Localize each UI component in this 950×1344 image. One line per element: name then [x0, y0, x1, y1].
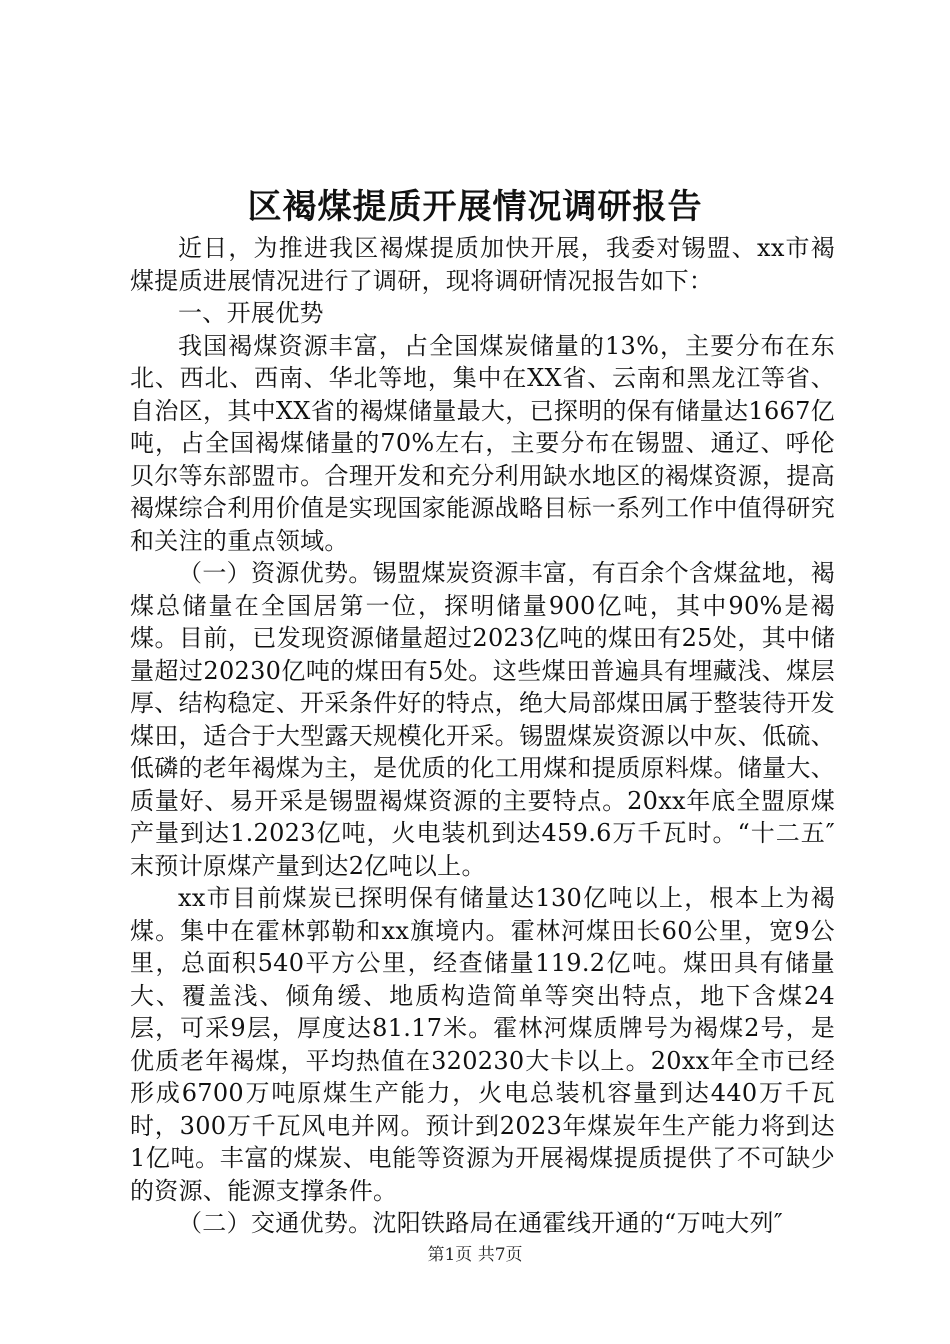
overview-paragraph: 我国褐煤资源丰富，占全国煤炭储量的13%，主要分布在东北、西北、西南、华北等地，集中在XX省、云南和黑龙江等省、自治区，其中XX省的褐煤储量最大，已探明的保有储量达1667亿吨，占全国褐煤储量的70%左右，主要分布在锡盟、通辽、呼伦贝尔等东部盟市。合理开发和充分利用缺水地区的褐煤资源，提高褐煤综合利用价值是实现国家能源战略目标一系列工作中值得研究和关注的重点领域。 [130, 331, 835, 555]
resource-advantage-paragraph: （一）资源优势。锡盟煤炭资源丰富，有百余个含煤盆地，褐煤总储量在全国居第一位，探明储量900亿吨，其中90%是褐煤。目前，已发现资源储量超过2023亿吨的煤田有25处，其中储量超过20230亿吨的煤田有5处。这些煤田普遍具有埋藏浅、煤层厚、结构稳定、开采条件好的特点，绝大局部煤田属于整装待开发煤田，适合于大型露天规模化开采。锡盟煤炭资源以中灰、低硫、低磷的老年褐煤为主，是优质的化工用煤和提质原料煤。储量大、质量好、易开采是锡盟褐煤资源的主要特点。20xx年底全盟原煤产量到达1.2023亿吨，火电装机到达459.6万千瓦时。“十二五″末预计原煤产量到达2亿吨以上。 [130, 559, 835, 880]
document-body [130, 232, 835, 1240]
page-number-footer: 第1页 共7页 [427, 1245, 523, 1265]
section-heading: 一、开展优势 [178, 299, 324, 327]
transport-advantage-paragraph: （二）交通优势。沈阳铁路局在通霍线开通的“万吨大列″ [178, 1209, 784, 1237]
intro-paragraph: 近日，为推进我区褐煤提质加快开展，我委对锡盟、xx市褐煤提质进展情况进行了调研，现将调研情况报告如下： [130, 234, 835, 295]
city-resource-paragraph: xx市目前煤炭已探明保有储量达130亿吨以上，根本上为褐煤。集中在霍林郭勒和xx旗境内。霍林河煤田长60公里，宽9公里，总面积540平方公里，经查储量119.2亿吨。煤田具有储量大、覆盖浅、倾角缓、地质构造简单等突出特点，地下含煤24层，可采9层，厚度达81.17米。霍林河煤质牌号为褐煤2号，是优质老年褐煤，平均热值在320230大卡以上。20xx年全市已经形成6700万吨原煤生产能力，火电总装机容量到达440万千瓦时，300万千瓦风电并网。预计到2023年煤炭年生产能力将到达1亿吨。丰富的煤炭、电能等资源为开展褐煤提质提供了不可缺少的资源、能源支撑条件。 [130, 884, 835, 1205]
document-title: 区褐煤提质开展情况调研报告 [247, 187, 703, 227]
